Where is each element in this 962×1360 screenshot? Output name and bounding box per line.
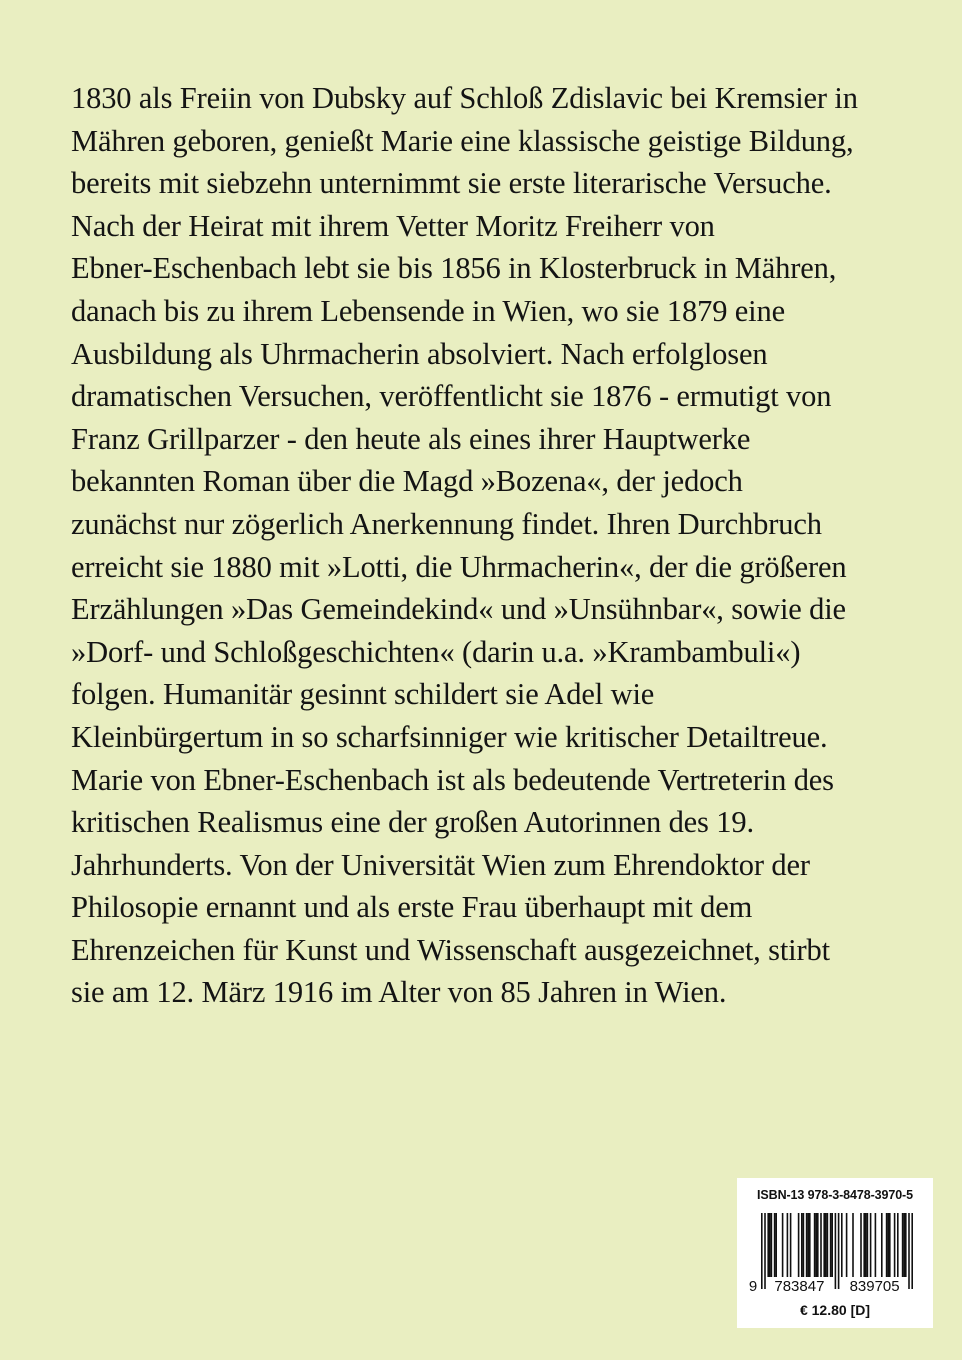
text-line: Ehrenzeichen für Kunst und Wissenschaft ausgezeichnet, stirbt bbox=[71, 932, 830, 967]
text-line: kritischen Realismus eine der großen Autorinnen des 19. bbox=[71, 805, 754, 840]
text-line: »Dorf- und Schloßgeschichten« (darin u.a. »Krambambuli«) bbox=[71, 634, 801, 669]
barcode-icon bbox=[745, 1213, 925, 1293]
author-biography-text bbox=[71, 77, 901, 1014]
text-line: zunächst nur zögerlich Anerkennung findet. Ihren Durchbruch bbox=[71, 506, 822, 541]
text-line: Kleinbürgertum in so scharfsinniger wie kritischer Detailtreue. bbox=[71, 719, 828, 754]
text-line: erreicht sie 1880 mit »Lotti, die Uhrmacherin«, der die größeren bbox=[71, 549, 847, 584]
text-line: danach bis zu ihrem Lebensende in Wien, wo sie 1879 eine bbox=[71, 293, 785, 328]
text-line: Ebner-Eschenbach lebt sie bis 1856 in Klosterbruck in Mähren, bbox=[71, 251, 837, 286]
text-line: Marie von Ebner-Eschenbach ist als bedeutende Vertreterin des bbox=[71, 762, 834, 797]
text-line: bekannten Roman über die Magd »Bozena«, der jedoch bbox=[71, 464, 743, 499]
barcode-right-digits: 839705 bbox=[849, 1278, 900, 1293]
isbn-number: ISBN-13 978-3-8478-3970-5 bbox=[757, 1188, 913, 1202]
text-line: Mähren geboren, genießt Marie eine klassische geistige Bildung, bbox=[71, 123, 854, 158]
text-line: Franz Grillparzer - den heute als eines ihrer Hauptwerke bbox=[71, 421, 751, 456]
text-line: bereits mit siebzehn unternimmt sie erste literarische Versuche. bbox=[71, 166, 832, 201]
text-line: 1830 als Freiin von Dubsky auf Schloß Zdislavic bei Kremsier in bbox=[71, 81, 858, 115]
text-line: Erzählungen »Das Gemeindekind« und »Unsühnbar«, sowie die bbox=[71, 592, 846, 627]
isbn-barcode-label bbox=[737, 1178, 933, 1328]
price-label: € 12.80 [D] bbox=[799, 1302, 871, 1318]
text-line: Ausbildung als Uhrmacherin absolviert. Nach erfolglosen bbox=[71, 336, 768, 371]
text-line: dramatischen Versuchen, veröffentlicht sie 1876 - ermutigt von bbox=[71, 379, 832, 414]
text-line: Nach der Heirat mit ihrem Vetter Moritz Freiherr von bbox=[71, 208, 715, 243]
text-line: Philosopie ernannt und als erste Frau überhaupt mit dem bbox=[71, 890, 753, 925]
text-line: sie am 12. März 1916 im Alter von 85 Jahren in Wien. bbox=[71, 975, 727, 1010]
barcode-first-digit: 9 bbox=[748, 1278, 758, 1293]
text-line: folgen. Humanitär gesinnt schildert sie Adel wie bbox=[71, 677, 655, 712]
barcode-left-digits: 783847 bbox=[774, 1278, 825, 1293]
text-line: Jahrhunderts. Von der Universität Wien zum Ehrendoktor der bbox=[71, 847, 810, 882]
